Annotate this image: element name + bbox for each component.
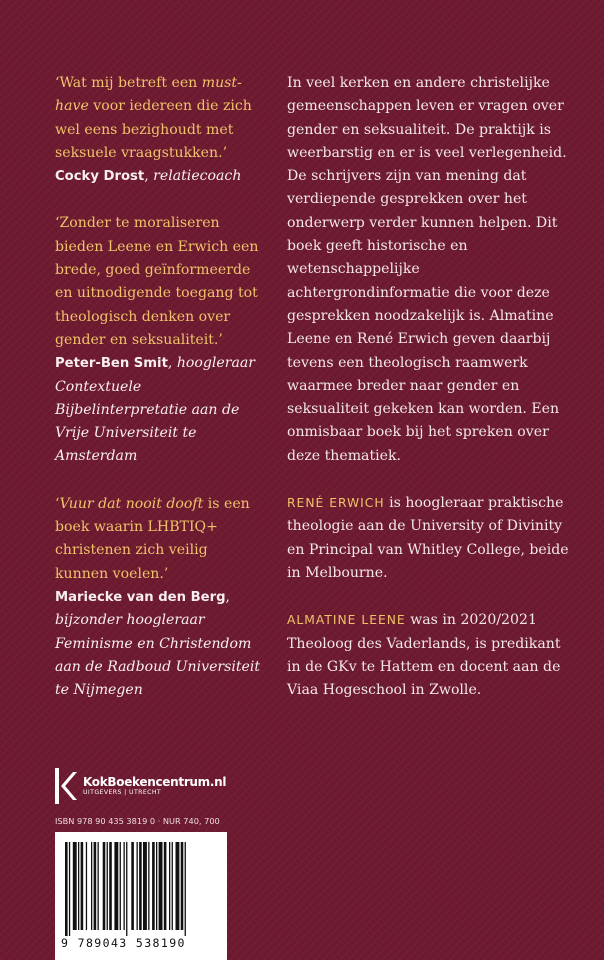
endorsement-attribution: Mariecke van den Berg, bijzonder hoogleraar Feminisme en Christendom aan de Radboud Universiteit te Nijmegen: [55, 588, 261, 699]
author-name: ALMATINE LEENE: [287, 613, 406, 628]
endorsement-role: relatiecoach: [153, 168, 242, 185]
endorsement-author: Peter-Ben Smit: [55, 356, 168, 372]
endorsement-2: [55, 212, 265, 468]
endorsement-author: Cocky Drost: [55, 169, 145, 185]
publisher-logo-icon: [55, 768, 77, 804]
endorsement-attribution: Cocky Drost, relatiecoach: [55, 168, 242, 185]
endorsement-attribution: Peter-Ben Smit, hoogleraar Contextuele Bijbelinterpretatie aan de Vrije Universiteit te Amsterdam: [55, 355, 256, 465]
endorsement-1: [55, 72, 265, 188]
author-bio-2: [287, 609, 577, 702]
publisher-name: KokBoekencentrum.nl: [83, 775, 227, 789]
description-column: [287, 72, 577, 726]
author-name: RENÉ ERWICH: [287, 496, 385, 511]
endorsement-quote: ‘Zonder te moraliseren bieden Leene en Erwich een brede, goed geïnformeerde en uitnodigende toegang tot theologisch denken over gender en seksualiteit.’: [55, 215, 259, 348]
author-bio-text: is hoogleraar praktische theologie aan de University of Divinity en Principal van Whitley College, beide in Melbourne.: [287, 495, 569, 581]
endorsement-3: [55, 493, 265, 703]
publisher-location: UITGEVERS | UTRECHT: [83, 789, 162, 796]
endorsement-author: Mariecke van den Berg: [55, 589, 226, 605]
author-bio-1: [287, 492, 577, 585]
publisher-block: [55, 768, 226, 804]
author-bio-text: was in 2020/2021 Theoloog des Vaderlands, is predikant in de GKv te Hattem en docent aan de Viaa Hogeschool in Zwolle.: [287, 612, 561, 699]
isbn-line: ISBN 978 90 435 3819 0 · NUR 740, 700: [55, 816, 220, 826]
endorsement-quote: ‘Vuur dat nooit dooft is een boek waarin LHBTIQ+ christenen zich veilig kunnen voelen.’: [55, 495, 250, 582]
barcode-number: 9 789043 538190: [61, 936, 186, 950]
barcode-icon: [65, 842, 217, 936]
endorsements-column: [55, 72, 265, 726]
book-description: In veel kerken en andere christelijke gemeenschappen leven er vragen over gender en seksualiteit. De praktijk is weerbarstig en er is veel verlegenheid. De schrijvers zijn van mening dat verdiepende gesprekken over het onderwerp verder kunnen helpen. Dit boek geeft historische en wetenschappelijke achtergrondinformatie die voor deze gesprekken noodzakelijk is. Almatine Leene en René Erwich geven daarbij tevens een theologisch raamwerk waarmee breder naar gender en seksualiteit gekeken kan worden. Een onmisbaar boek bij het spreken over deze thematiek.: [287, 75, 567, 464]
barcode: [55, 832, 227, 960]
endorsement-role: hoogleraar Contextuele Bijbelinterpretatie aan de Vrije Universiteit te Amsterdam: [55, 355, 256, 465]
endorsement-role: bijzonder hoogleraar Feminisme en Christendom aan de Radboud Universiteit te Nijmegen: [55, 612, 261, 699]
endorsement-quote: ‘Wat mij betreft een must-have voor iedereen die zich wel eens bezighoudt met seksuele vraagstukken.’: [55, 75, 252, 161]
